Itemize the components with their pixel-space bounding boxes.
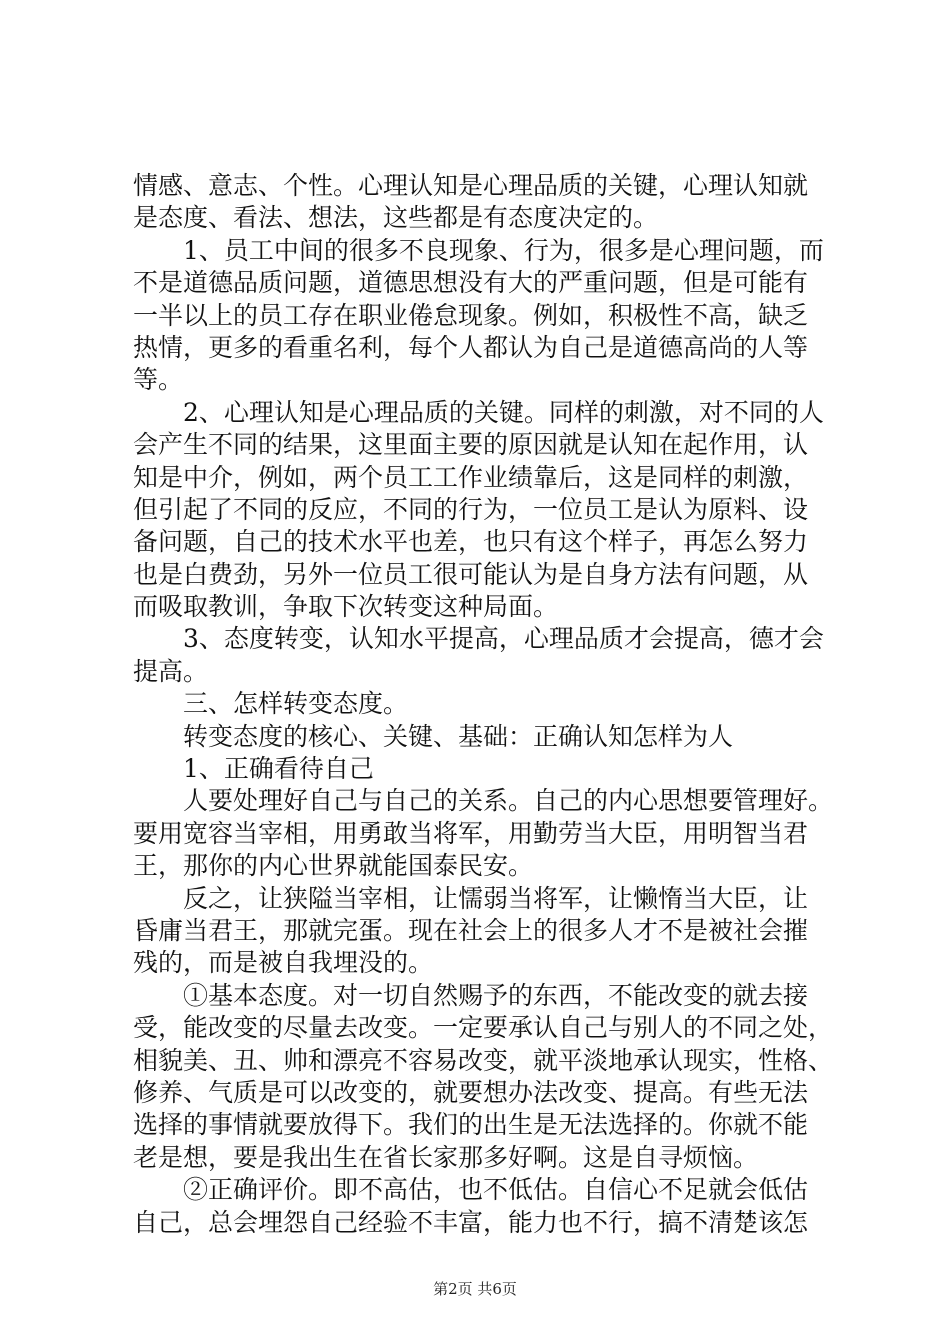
text-line: 修养、气质是可以改变的，就要想办法改变、提高。有些无法 [133,1077,809,1107]
text-line: 一半以上的员工存在职业倦怠现象。例如，积极性不高，缺乏 [133,300,809,330]
text-line: 会产生不同的结果，这里面主要的原因就是认知在起作用，认 [133,430,809,460]
text-line: 但引起了不同的反应，不同的行为，一位员工是认为原料、设 [133,494,809,524]
text-line: 选择的事情就要放得下。我们的出生是无法选择的。你就不能 [133,1110,809,1140]
text-line: 知是中介，例如，两个员工工作业绩靠后，这是同样的刺激， [133,462,809,492]
text-line: 三、怎样转变态度。 [133,689,409,719]
text-line: 受，能改变的尽量去改变。一定要承认自己与别人的不同之处， [133,1013,834,1043]
text-line: 人要处理好自己与自己的关系。自己的内心思想要管理好。 [133,786,834,816]
text-line: 1、正确看待自己 [133,754,374,784]
text-line: ②正确评价。即不高估，也不低估。自信心不足就会低估 [133,1175,809,1205]
text-line: 也是白费劲，另外一位员工很可能认为是自身方法有问题，从 [133,559,809,589]
text-line: 热情，更多的看重名利，每个人都认为自己是道德高尚的人等 [133,332,809,362]
text-line: 1、员工中间的很多不良现象、行为，很多是心理问题，而 [133,235,824,265]
text-line: 3、态度转变，认知水平提高，心理品质才会提高，德才会 [133,624,824,654]
body-text [133,170,833,1239]
text-line: 王，那你的内心世界就能国泰民安。 [133,851,534,881]
text-line: 是态度、看法、想法，这些都是有态度决定的。 [133,203,659,233]
text-line: 情感、意志、个性。心理认知是心理品质的关键，心理认知就 [133,171,809,200]
text-line: 反之，让狭隘当宰相，让懦弱当将军，让懒惰当大臣，让 [133,883,809,913]
text-line: 2、心理认知是心理品质的关键。同样的刺激，对不同的人 [133,397,824,427]
text-line: 残的，而是被自我埋没的。 [133,948,434,978]
text-line: 昏庸当君王，那就完蛋。现在社会上的很多人才不是被社会摧 [133,915,809,945]
page-footer: 第2页 共6页 [433,1280,517,1298]
text-line: 要用宽容当宰相，用勇敢当将军，用勤劳当大臣，用明智当君 [133,818,809,848]
text-line: 提高。 [133,656,209,686]
text-line: 而吸取教训，争取下次转变这种局面。 [133,592,559,622]
text-line: 备问题，自己的技术水平也差，也只有这个样子，再怎么努力 [133,527,809,557]
text-line: 相貌美、丑、帅和漂亮不容易改变，就平淡地承认现实，性格、 [133,1045,834,1075]
text-line: 自己，总会埋怨自己经验不丰富，能力也不行，搞不清楚该怎 [133,1207,809,1237]
text-line: 转变态度的核心、关键、基础：正确认知怎样为人 [133,721,734,751]
text-line: 老是想，要是我出生在省长家那多好啊。这是自寻烦恼。 [133,1142,759,1172]
text-line: 等。 [133,365,184,395]
text-line: 不是道德品质问题，道德思想没有大的严重问题，但是可能有 [133,268,809,298]
text-line: ①基本态度。对一切自然赐予的东西，不能改变的就去接 [133,980,809,1010]
